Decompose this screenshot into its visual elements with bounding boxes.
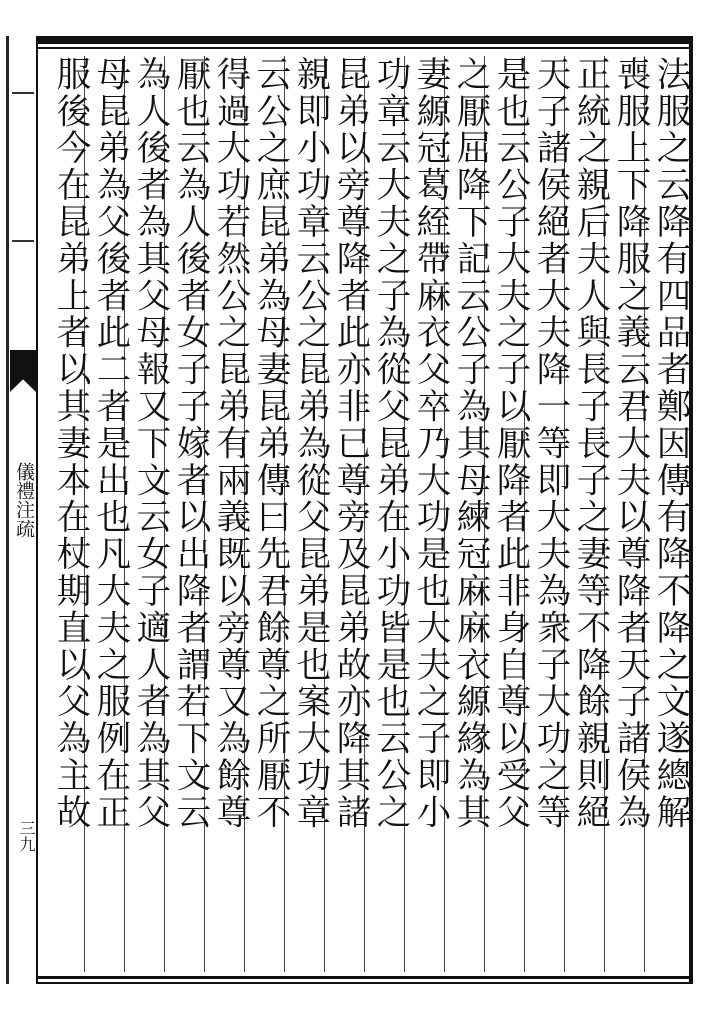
text-column: 母昆弟為父後者此二者是出也凡大夫之服例在正: [90, 56, 130, 831]
text-column: 是也云公子大夫之子以厭降者此非身自尊以受父: [490, 56, 530, 831]
text-column: 厭也云為人後者女子子嫁者以出降者謂若下文云: [170, 56, 210, 831]
bottom-border-inner: [36, 982, 693, 984]
text-column: 服後今在昆弟上者以其妻本在杖期直以父為主故: [50, 56, 90, 831]
text-column: 昆弟以旁尊降者此亦非已尊旁及昆弟故亦降其諸: [330, 56, 370, 831]
top-border-inner: [36, 47, 693, 49]
text-column: 親即小功章云公之昆弟為從父昆弟是也案大功章: [290, 56, 330, 831]
top-border: [36, 36, 693, 44]
text-column: 功章云大夫之子為從父昆弟在小功皆是也云公之: [370, 56, 410, 831]
text-body: [52, 56, 688, 972]
text-column: 天子諸侯絕者大夫降一等即大夫為衆子大功之等: [530, 56, 570, 831]
text-column: 之厭屈降下記云公子為其母練冠麻麻衣縓緣為其: [450, 56, 490, 831]
fish-tail-mark: [10, 350, 36, 392]
text-column: 正統之親后夫人與長子長子之妻等不降餘親則絕: [570, 56, 610, 831]
text-column: 喪服上下降服之義云君大夫以尊降者天子諸侯為: [610, 56, 650, 831]
page-margin: [10, 44, 36, 976]
text-column: 妻縓冠葛絰帶麻衣父卒乃大功是也大夫之子即小: [410, 56, 450, 831]
outer-left-border: [6, 36, 9, 984]
left-border: [36, 36, 38, 984]
text-column: 得過大功若然公之昆弟有兩義既以旁尊又為餘尊: [210, 56, 250, 831]
text-column: 為人後者為其父母報又下文云女子適人者為其父: [130, 56, 170, 831]
book-title: 儀禮注疏: [13, 462, 35, 538]
text-column: 法服之云降有四品者鄭因傳有降不降之文遂總解: [650, 56, 690, 831]
text-column: 云公之庶昆弟為母妻昆弟傳曰先君餘尊之所厭不: [250, 56, 290, 831]
margin-tick: [12, 240, 34, 242]
page-number: 三九: [17, 820, 36, 852]
bottom-border: [36, 976, 693, 979]
margin-tick: [12, 92, 34, 94]
